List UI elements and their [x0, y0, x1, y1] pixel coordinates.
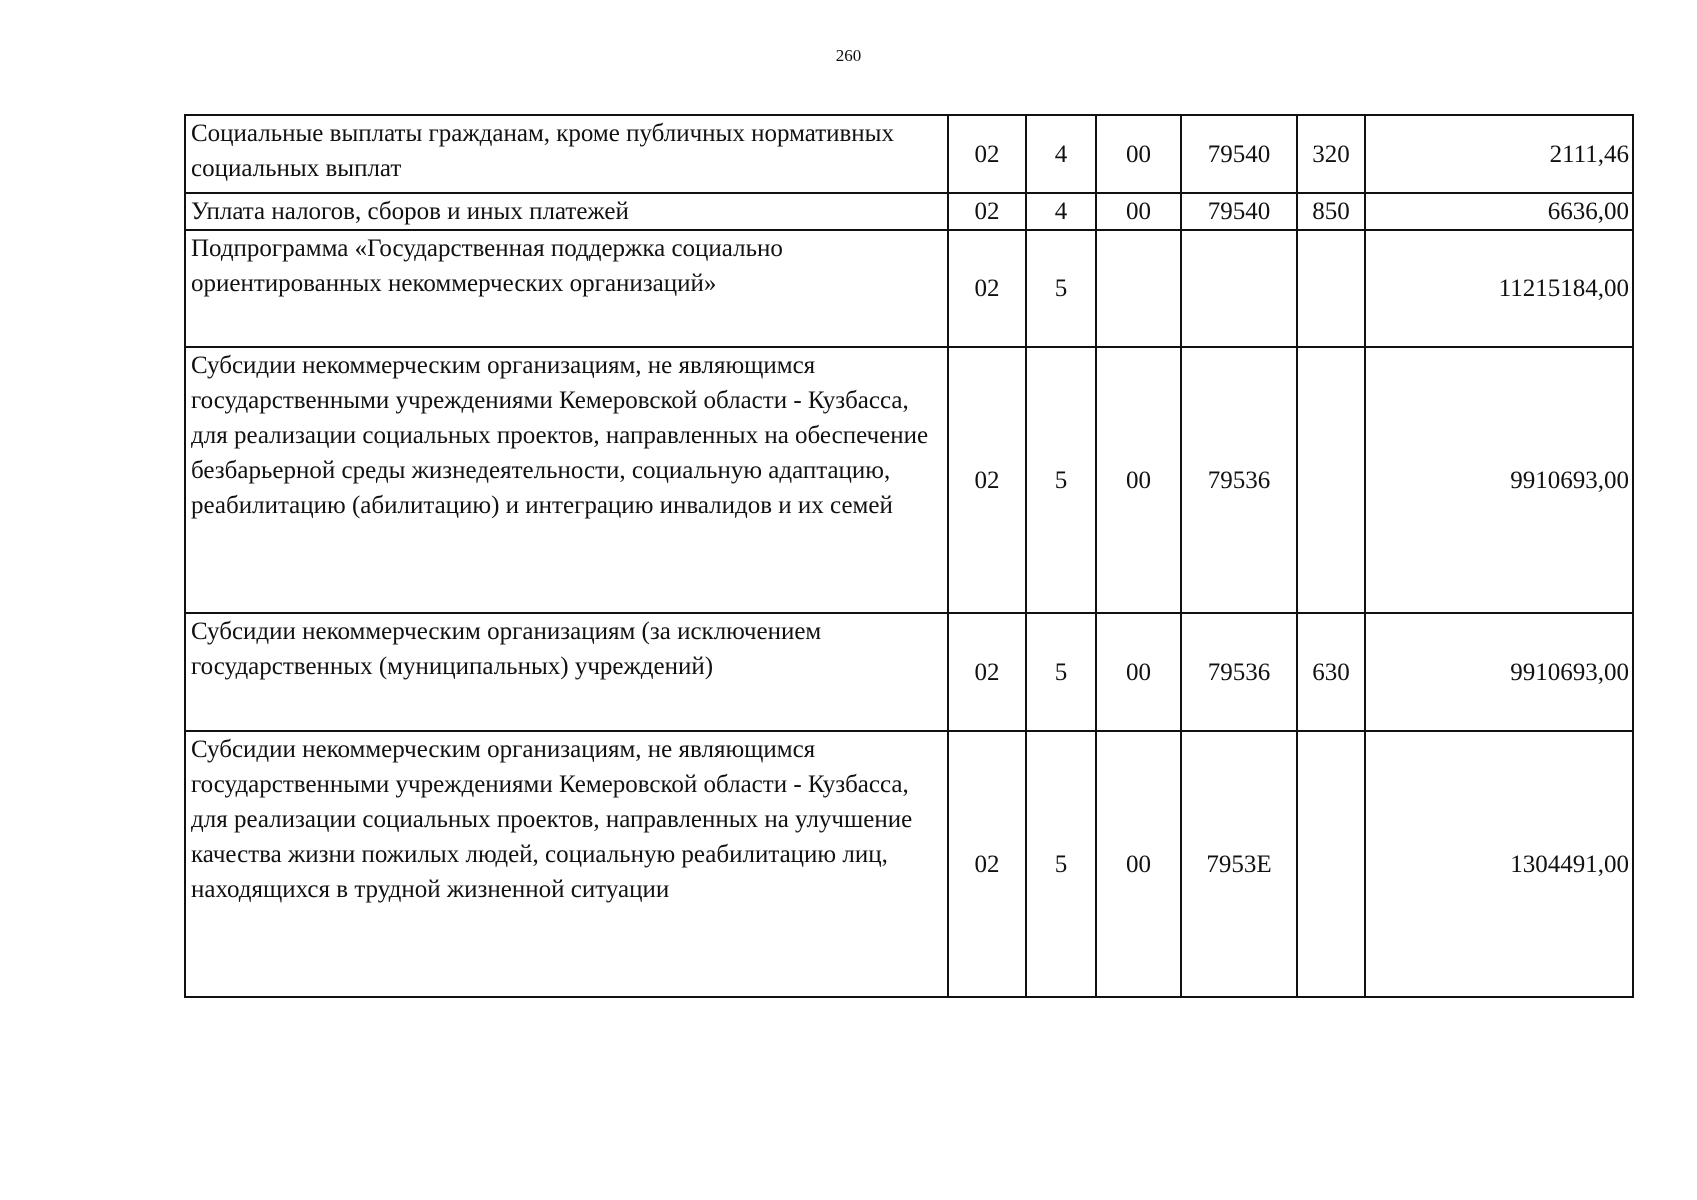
row-code-4: 7953E: [1181, 731, 1297, 997]
row-code-2: 5: [1026, 230, 1096, 347]
row-code-1: 02: [948, 193, 1026, 230]
row-code-1: 02: [948, 115, 1026, 193]
row-code-5: 630: [1297, 613, 1365, 731]
table-row: [185, 613, 1633, 731]
row-name: Субсидии некоммерческим организациям (за исключением государственных (муниципальных) учреждений): [185, 613, 948, 731]
row-code-4: 79540: [1181, 193, 1297, 230]
row-amount: 2111,46: [1365, 115, 1633, 193]
row-code-4: 79536: [1181, 347, 1297, 613]
row-code-2: 5: [1026, 613, 1096, 731]
row-code-1: 02: [948, 230, 1026, 347]
row-code-5: 320: [1297, 115, 1365, 193]
table-row: [185, 115, 1633, 193]
row-code-1: 02: [948, 613, 1026, 731]
row-code-3: 00: [1096, 731, 1181, 997]
row-code-3: 00: [1096, 613, 1181, 731]
row-amount: 11215184,00: [1365, 230, 1633, 347]
row-name: Уплата налогов, сборов и иных платежей: [185, 193, 948, 230]
row-name: Социальные выплаты гражданам, кроме публичных нормативных социальных выплат: [185, 115, 948, 193]
row-code-3: 00: [1096, 347, 1181, 613]
row-code-2: 4: [1026, 115, 1096, 193]
row-amount: 1304491,00: [1365, 731, 1633, 997]
row-name: Субсидии некоммерческим организациям, не являющимся государственными учреждениями Кемеровской области - Кузбасса, для реализации социальных проектов, направленных на улучшение качества жизни пожилых людей, социальную реабилитацию лиц, находящихся в трудной жизненной ситуации: [185, 731, 948, 997]
table-row: [185, 230, 1633, 347]
row-code-4: 79536: [1181, 613, 1297, 731]
table-row: [185, 731, 1633, 997]
row-code-5: [1297, 230, 1365, 347]
row-code-3: 00: [1096, 193, 1181, 230]
table-row: [185, 347, 1633, 613]
row-code-2: 4: [1026, 193, 1096, 230]
row-name: Субсидии некоммерческим организациям, не являющимся государственными учреждениями Кемеровской области - Кузбасса, для реализации социальных проектов, направленных на обеспечение безбарьерной среды жизнедеятельности, социальную адаптацию, реабилитацию (абилитацию) и интеграцию инвалидов и их семей: [185, 347, 948, 613]
row-code-5: [1297, 347, 1365, 613]
row-amount: 9910693,00: [1365, 347, 1633, 613]
row-code-2: 5: [1026, 347, 1096, 613]
row-code-2: 5: [1026, 731, 1096, 997]
row-amount: 6636,00: [1365, 193, 1633, 230]
row-amount: 9910693,00: [1365, 613, 1633, 731]
row-code-3: 00: [1096, 115, 1181, 193]
row-name: Подпрограмма «Государственная поддержка социально ориентированных некоммерческих организаций»: [185, 230, 948, 347]
budget-table: [184, 114, 1634, 998]
row-code-4: 79540: [1181, 115, 1297, 193]
row-code-5: 850: [1297, 193, 1365, 230]
row-code-1: 02: [948, 347, 1026, 613]
row-code-1: 02: [948, 731, 1026, 997]
row-code-4: [1181, 230, 1297, 347]
table-row: [185, 193, 1633, 230]
page-number: 260: [835, 46, 862, 65]
row-code-3: [1096, 230, 1181, 347]
row-code-5: [1297, 731, 1365, 997]
